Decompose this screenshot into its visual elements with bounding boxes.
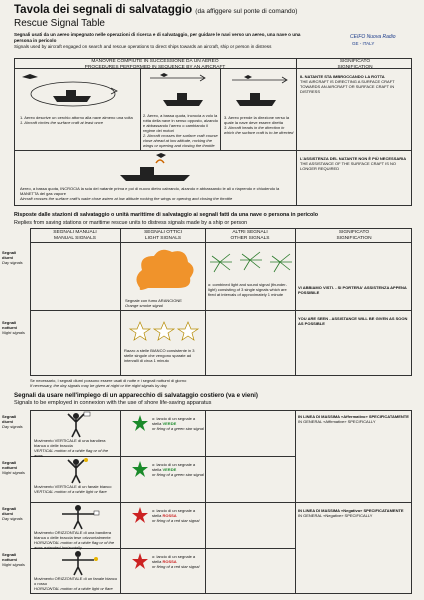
orange-smoke-text: Segnale con fumo ARANCIONE Orange smoke signal	[125, 298, 182, 308]
shore-row1-label: Segnali diurni Day signals	[2, 414, 23, 429]
shore-meaning-negative: IN LINEA DI MASSIMA «Negativo» SPECIFICATAMENTE IN GENERAL «Negative» SPECIFICALLY	[298, 508, 404, 518]
signification-directing: IL NATANTE STA IMBROCCANDO LA ROTTA THE AIRCRAFT IS DIRECTING A SURFACE CRAFT TOWARDS AN AIRCRAFT OR SURFACE CRAFT IN DISTRESS	[300, 74, 395, 94]
shore-row1-manual: Movimento VERTICALE di una bandiera bianca o delle braccia VERTICAL motion of a white flag or of the arms	[34, 438, 109, 458]
page-subtitle: Rescue Signal Table	[14, 18, 105, 29]
aircraft-heading-diagram	[224, 72, 296, 112]
section3-subtitle: Signals to be employed in connexion with the use of shore life-saving apparatus	[14, 400, 212, 406]
orange-smoke-icon	[130, 248, 200, 298]
manual-signals-header: SEGNALI MANUALI MANUAL SIGNALS	[53, 230, 97, 241]
aircraft-crossing-wake-diagram	[100, 153, 220, 183]
signification-no-longer-required: L'ASSISTENZA DEL NATANTE NON È PIÙ NECESSARIA THE ASSISTANCE OF THE SURFACE CRAFT IS NO LONGER REQUIRED	[300, 156, 407, 171]
publisher-location: GE - ITALY	[352, 41, 375, 46]
replies-footnote: Se necessario, i segnali diurni possono essere usati di notte e i segnali notturni di giorno If necessary, the day signals may be given at night or the night signals by day	[30, 378, 187, 388]
horizontal-light-figure-icon	[56, 550, 100, 576]
red-star-night-icon	[130, 552, 150, 572]
shore-row4-manual: Movimento ORIZZONTALE di un fanale bianco o rosso HORIZONTAL motion of a white light or flare	[34, 576, 118, 591]
white-star-rocket-icon	[128, 320, 200, 346]
shore-row3-manual: Movimento ORIZZONTALE di una bandiera bianca o delle braccia tese orizzontalmente HORIZONTAL motion of a white flag or of the arms extended horizontally	[34, 530, 115, 550]
light-signals-header: SEGNALI OTTICI LIGHT SIGNALS	[144, 230, 182, 241]
white-star-text: Razzo a stelle BIANCO consistente in 3 stelle singole che vengono sparate ad intervalli di circa 1 minuto	[124, 348, 195, 363]
shore-row2-label: Segnali notturni Night signals	[2, 460, 25, 475]
replies-day-label: Segnali diurni Day signals	[2, 250, 23, 265]
replies-meaning-en: YOU ARE SEEN - ASSISTANCE WILL BE GIVEN AS SOON AS POSSIBLE	[298, 316, 408, 326]
red-star-icon	[130, 506, 150, 526]
other-signals-header: ALTRI SEGNALI OTHER SIGNALS	[230, 230, 270, 241]
shore-row2-manual: Movimento VERTICALE di un fanale bianco VERTICAL motion of a white light or flare	[34, 484, 112, 494]
aircraft-crossing-bow-diagram	[145, 72, 220, 112]
section2-title: Risposte dalle stazioni di salvataggio o unità marittime di salvataggio ai segnali fatti da una nave o persona in pericolo	[14, 212, 319, 218]
shore-row4-light: o: lancio di un segnale a stella ROSSA or firing of a red star signal	[152, 554, 200, 569]
green-star-night-icon	[130, 460, 150, 480]
step3-text: 3. Aereo prende la direzione verso la quale la nave deve essere diretta 3. Aircraft heads in the direction in which the surface craft is to be directed	[224, 115, 294, 135]
shore-meaning-affirmative: IN LINEA DI MASSIMA «Affermativo» SPECIFICATAMENTE IN GENERAL «Affirmative» SPECIFICALLY	[298, 414, 409, 424]
step1-text: 1. Aereo descrive un cerchio attorno alla nave almeno una volta 1. Aircraft circles the surface craft at least once	[20, 115, 133, 125]
shore-row4-label: Segnali notturni Night signals	[2, 552, 25, 567]
vertical-light-figure-icon	[58, 458, 98, 484]
shore-row3-label: Segnali diurni Day signals	[2, 506, 23, 521]
shore-row1-light: o: lancio di un segnale a stella VERDE or firing of a green star signal	[152, 416, 204, 431]
replies-signification-header: SIGNIFICATO SIGNIFICATION	[336, 230, 372, 241]
replies-meaning-it: VI ABBIAMO VISTI. - SI PORTERA' ASSISTENZA APPENA POSSIBILE	[298, 285, 407, 295]
step2-text: 2. Aereo, a bassa quota, incrocia a volo la rotta della nave in senso opposto, alzando e abbassando l'aereo o cambiando il regime dei motori 2. Aircraft crosses the surface craft course close ahead at low altitude, rocking the wings or opening and closing the throttle	[143, 113, 218, 148]
section2-subtitle: Replies from saving stations or maritime rescue units to distress signals made by a ship or person	[14, 220, 248, 226]
shore-row2-light: o: lancio di un segnale a stella VERDE or firing of a green star signal	[152, 462, 204, 477]
publisher-logo: CEIFO Nuova Radio	[350, 34, 396, 40]
intro-text: Segnali usati da un aereo impegnato nelle operazioni di ricerca e di salvataggio, per guidare le navi verso un aereo, una nave o una persona in pericolo Signals used by aircraft engaged on search and rescue operations to direct ships towards an aircraft, ship or person in distress	[14, 32, 301, 49]
aircraft-circling-diagram	[18, 72, 138, 112]
aircraft-signification-header: SIGNIFICATO SIGNIFICATION	[337, 59, 373, 70]
firework-burst-icon	[208, 248, 294, 278]
replies-night-label: Segnali notturni Night signals	[2, 320, 25, 335]
step4-text: Aereo, a bassa quota, INCROCIA la scia del natante prima e poi di nuovo dietro cabrando, alzando e abbassando le ali o riaprendo e chiudendo la MANETTA del gas vapore Aircraft crosses the surface craft's wake close astern at low altitude rocking the wings or opening and closing the throttle	[20, 186, 280, 201]
page-title: Tavola dei segnali di salvataggio (da affiggere sul ponte di comando)	[14, 4, 298, 16]
horizontal-flag-figure-icon	[56, 504, 100, 530]
vertical-flag-figure-icon	[58, 412, 98, 438]
shore-row3-light: o: lancio di un segnale a stella ROSSA or firing of a red star signal	[152, 508, 200, 523]
aircraft-procedures-header: MANOVRE COMPIUTE IN SUCCESSIONE DA UN AEREO PROCEDURES PERFORMED IN SEQUENCE BY AN AIRCRAFT	[84, 59, 226, 70]
section3-title: Segnali da usare nell'impiego di un apparecchio di salvataggio costiero (va e vieni)	[14, 392, 258, 399]
other-signals-text: o: combined light and sound signal (thunder-light) consisting of 3 single signals which are fired at intervals of approximately 1 minute	[208, 282, 287, 297]
green-star-icon	[130, 414, 150, 434]
